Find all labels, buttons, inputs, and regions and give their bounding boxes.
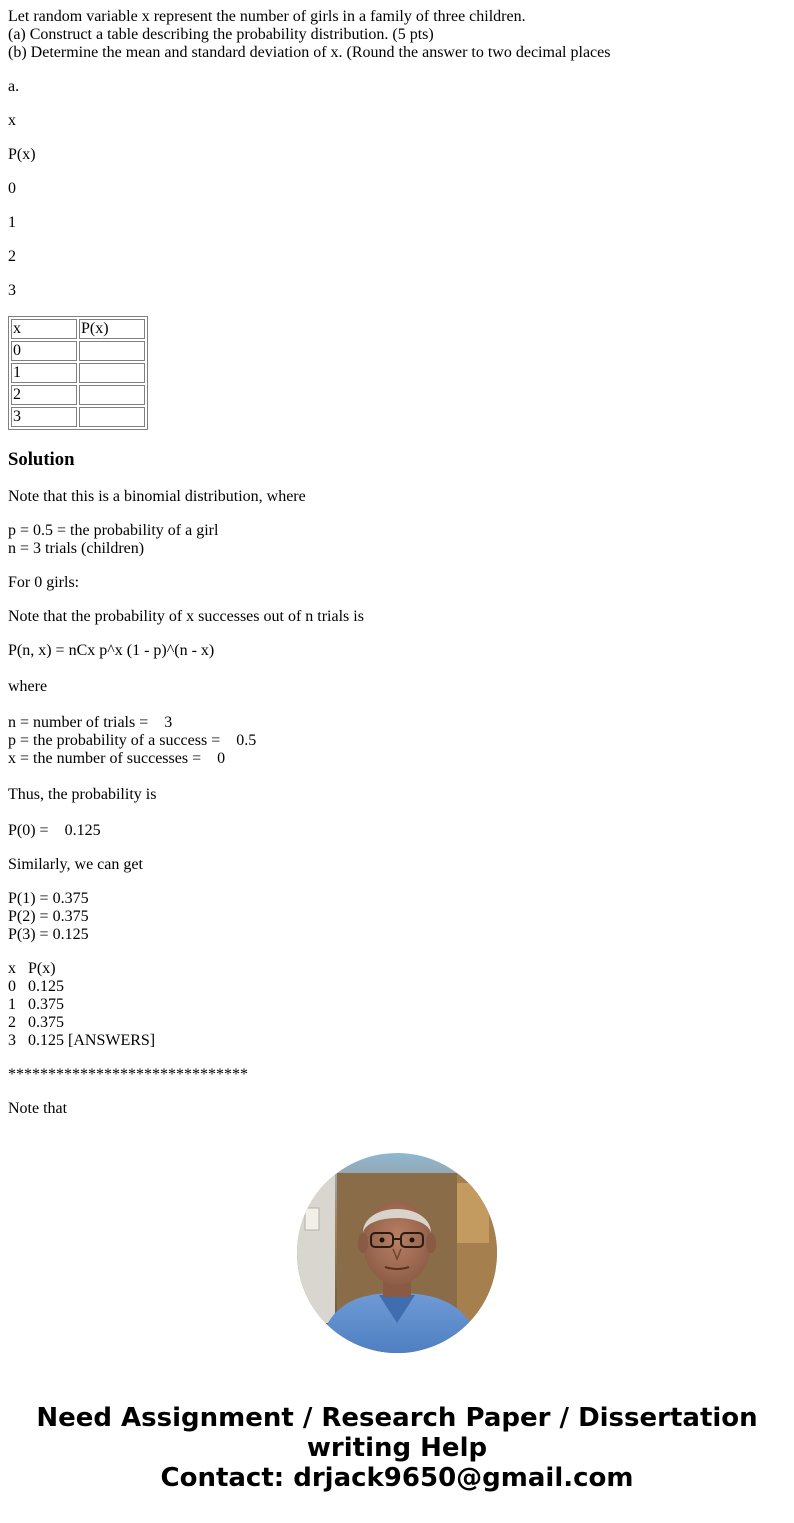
question-line-1: Let random variable x represent the number of girls in a family of three children. xyxy=(8,8,526,25)
document-content xyxy=(8,8,786,1134)
author-avatar xyxy=(297,1153,497,1353)
summary-header: x P(x) xyxy=(8,960,56,977)
probability-note: Note that the probability of x successes out of n trials is xyxy=(8,608,364,625)
separator-line: ****************************** xyxy=(8,1066,248,1083)
table-cell: 3 xyxy=(11,407,77,427)
parameters-block xyxy=(8,522,786,558)
part-a-label: a. xyxy=(8,78,20,95)
p2-result: P(2) = 0.375 xyxy=(8,908,89,925)
thus-line: Thus, the probability is xyxy=(8,786,157,803)
table-cell xyxy=(79,363,145,383)
table-row xyxy=(11,363,145,383)
note-that-line: Note that xyxy=(8,1100,68,1117)
p-success-line: p = the probability of a success = 0.5 xyxy=(8,732,257,749)
zero-girls-label: For 0 girls: xyxy=(8,574,80,591)
summary-row: 0 0.125 xyxy=(8,978,64,995)
solution-intro: Note that this is a binomial distribution, where xyxy=(8,488,306,505)
solution-heading: Solution xyxy=(8,449,75,470)
table-header-row xyxy=(11,319,145,339)
x-value-1: 1 xyxy=(8,214,16,231)
table-cell xyxy=(79,385,145,405)
summary-row: 3 0.125 [ANSWERS] xyxy=(8,1032,156,1049)
question-line-2: (a) Construct a table describing the probability distribution. (5 pts) xyxy=(8,26,434,43)
p3-result: P(3) = 0.125 xyxy=(8,926,89,943)
similarly-line: Similarly, we can get xyxy=(8,856,143,873)
probability-table xyxy=(8,316,148,430)
p0-result: P(0) = 0.125 xyxy=(8,822,101,839)
footer-contact-banner xyxy=(0,1403,794,1493)
n-trials-line: n = number of trials = 3 xyxy=(8,714,173,731)
footer-line-2: writing Help xyxy=(306,1433,488,1463)
x-value-2: 2 xyxy=(8,248,16,265)
definitions-block xyxy=(8,714,786,768)
table-row xyxy=(11,341,145,361)
col-px-label: P(x) xyxy=(8,146,36,163)
question-block xyxy=(8,8,786,62)
summary-table-text xyxy=(8,960,786,1050)
table-header-cell: x xyxy=(11,319,77,339)
p1-result: P(1) = 0.375 xyxy=(8,890,89,907)
p-definition: p = 0.5 = the probability of a girl xyxy=(8,522,219,539)
table-cell xyxy=(79,341,145,361)
footer-contact-email: Contact: drjack9650@gmail.com xyxy=(160,1463,634,1493)
table-cell: 1 xyxy=(11,363,77,383)
binomial-formula: P(n, x) = nCx p^x (1 - p)^(n - x) xyxy=(8,642,215,659)
table-row xyxy=(11,385,145,405)
table-row xyxy=(11,407,145,427)
probabilities-block xyxy=(8,890,786,944)
n-definition: n = 3 trials (children) xyxy=(8,540,145,557)
table-cell: 0 xyxy=(11,341,77,361)
table-cell xyxy=(79,407,145,427)
col-x-label: x xyxy=(8,112,16,129)
table-header-cell: P(x) xyxy=(79,319,145,339)
table-cell: 2 xyxy=(11,385,77,405)
summary-row: 1 0.375 xyxy=(8,996,64,1013)
author-portrait-icon xyxy=(297,1153,497,1353)
x-successes-line: x = the number of successes = 0 xyxy=(8,750,226,767)
footer-line-1: Need Assignment / Research Paper / Dissertation xyxy=(36,1403,758,1433)
summary-row: 2 0.375 xyxy=(8,1014,64,1031)
question-line-3: (b) Determine the mean and standard deviation of x. (Round the answer to two decimal places xyxy=(8,44,611,61)
x-value-0: 0 xyxy=(8,180,16,197)
x-value-3: 3 xyxy=(8,282,16,299)
where-label: where xyxy=(8,678,48,695)
